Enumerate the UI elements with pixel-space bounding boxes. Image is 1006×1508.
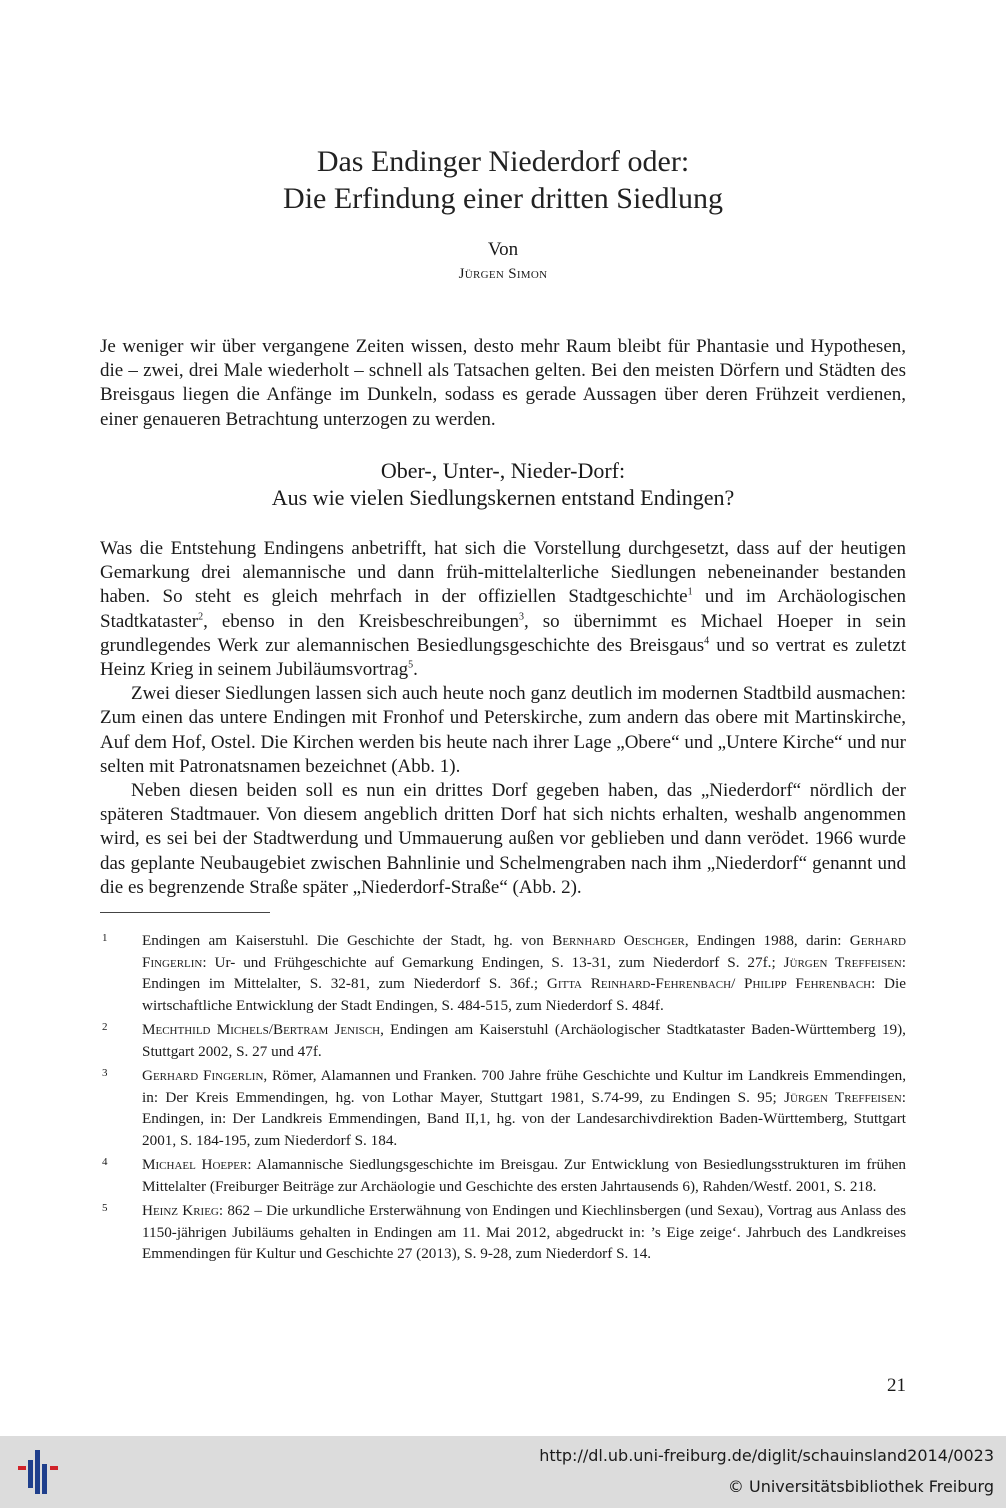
text-segment: , Endingen am Kaiserstuhl (Archäologischer Stadtkataster Baden-Württemberg 19), Stuttgart 2002, S. 27 und 47f. (142, 1021, 906, 1060)
author-ref: Jürgen Treffeisen (784, 1088, 902, 1106)
page-number: 21 (887, 1375, 906, 1396)
text-segment: : Endingen, in: Der Landkreis Emmendingen, Band II,1, hg. von der Landesarchivdirektion Baden-Württemberg, Stuttgart 2001, S. 184-195, zum Niederdorf S. 184. (142, 1088, 906, 1149)
text-segment: , so übernimmt es Michael Hoeper in sein grundlegendes Werk zur alemannischen Besiedlungsgeschichte des Breisgaus (100, 610, 906, 656)
text-segment: , Römer, Alamannen und Franken. 700 Jahre frühe Geschichte und Kultur im Landkreis Emmendingen, in: Der Kreis Emmendingen, hg. von Lothar Mayer, Stuttgart 1981, S.74-99, zu Endingen S. 95; (142, 1067, 907, 1106)
text-segment: , Endingen 1988, darin: (684, 932, 850, 949)
footnote-ref-4[interactable]: 4 (704, 635, 710, 647)
footnote-divider (100, 912, 270, 913)
footnote-number: 4 (102, 1156, 108, 1168)
footnote-ref-1[interactable]: 1 (687, 587, 693, 599)
text-segment: : Endingen im Mittelalter, S. 32-81, zum Niederdorf S. 36f.; (142, 953, 906, 992)
footnote-4 (100, 1154, 906, 1197)
author-ref: Gitta Reinhard-Fehrenbach/ Philipp Fehrenbach (546, 975, 872, 992)
text-segment: : 862 – Die urkundliche Ersterwähnung von Endingen und Kiechlinsbergen (und Sexau), Vortrag aus Anlass des 1150-jährigen Jubiläums gehalten in Endingen am 11. Mai 2012, abgedruckt in: ’s Eige zeige‘. Jahrbuch des Landkreises Emmendingen für Kultur und Geschichte 27 (2013), S. 9-28, zum Niederdorf S. 14. (142, 1202, 906, 1262)
text-segment: und im Archäologischen Stadtkataster (100, 586, 906, 632)
text-segment: Was die Entstehung Endingens anbetrifft, hat sich die Vorstellung durchgesetzt, dass auf der heutigen Gemarkung drei alemannische und dann früh-mittelalterliche Siedlungen nebeneinander bestanden haben. So steht es gleich mehrfach in der offiziellen Stadtgeschichte (100, 538, 906, 608)
text-segment: : Ur- und Frühgeschichte auf Gemarkung Endingen, S. 13-31, zum Niederdorf S. 27f.; (202, 953, 784, 971)
footnotes (100, 930, 906, 1268)
copyright-notice: © Universitätsbibliothek Freiburg (727, 1477, 994, 1496)
footnote-number: 5 (102, 1202, 108, 1214)
footnote-number: 2 (102, 1021, 108, 1033)
text-segment: : Die wirtschaftliche Entwicklung der Stadt Endingen, S. 484-515, zum Niederdorf S. 484f. (142, 975, 906, 1014)
body-paragraph-2: Zwei dieser Siedlungen lassen sich auch heute noch ganz deutlich im modernen Stadtbild ausmachen: Zum einen das untere Endingen mit Fronhof und Peterskirche, zum andern das obere mit Martinskirche, Auf dem Hof, Ostel. Die Kirchen werden bis heute nach ihrer Lage „Obere“ und „Untere Kirche“ und nur selten mit Patronatsnamen bezeichnet (Abb. 1). (100, 683, 906, 777)
text-segment: und so vertrat es zuletzt Heinz Krieg in seinem Jubiläumsvortrag (100, 634, 906, 681)
footnote-number: 1 (102, 932, 108, 944)
text-segment: Endingen am Kaiserstuhl. Die Geschichte der Stadt, hg. von (142, 932, 553, 949)
article-title (100, 143, 906, 217)
body-paragraph-1 (100, 537, 906, 682)
section-heading-line-1: Ober-, Unter-, Nieder-Dorf: (380, 458, 626, 483)
author-ref: Bernhard Oeschger (552, 932, 685, 949)
author-ref: Mechthild Michels/Bertram Jenisch (142, 1021, 381, 1038)
footnote-number: 3 (102, 1067, 108, 1079)
author-ref: Michael Hoeper (142, 1156, 248, 1173)
footnote-ref-2[interactable]: 2 (198, 611, 204, 623)
text-segment: . (413, 659, 418, 681)
title-line-2: Die Erfindung einer dritten Siedlung (283, 182, 723, 215)
ub-freiburg-logo-icon[interactable] (12, 1446, 64, 1498)
footer-bar (0, 1436, 1006, 1508)
author-ref: Gerhard Fingerlin (142, 1067, 264, 1084)
footnote-2 (100, 1019, 906, 1062)
body-text (100, 537, 906, 900)
source-url-link[interactable]: http://dl.ub.uni-freiburg.de/diglit/schauinsland2014/0023 (539, 1446, 994, 1465)
footnote-ref-3[interactable]: 3 (519, 611, 525, 623)
author-ref: Heinz Krieg (142, 1202, 219, 1219)
author-ref: Gerhard Fingerlin (142, 932, 906, 971)
body-paragraph-3: Neben diesen beiden soll es nun ein drittes Dorf gegeben haben, das „Niederdorf“ nördlich der späteren Stadtmauer. Von diesem angeblich dritten Dorf hat sich nichts erhalten, weshalb angenommen wird, es sei bei der Stadtwerdung und Ummauerung außen vor geblieben und dann verödet. 1966 wurde das geplante Neubaugebiet zwischen Bahnlinie und Schelmengraben nach ihm „Niederdorf“ genannt und die es begrenzende Straße später „Niederdorf-Straße“ (Abb. 2). (100, 780, 906, 898)
section-heading-line-2: Aus wie vielen Siedlungskernen entstand Endingen? (271, 485, 735, 510)
byline: Von (487, 239, 519, 260)
footnote-3 (100, 1065, 906, 1151)
author-ref: Jürgen Treffeisen (783, 953, 902, 971)
footnote-1 (100, 930, 906, 1016)
section-heading (100, 457, 906, 511)
author-name: Jürgen Simon (458, 266, 548, 282)
text-segment: , ebenso in den Kreisbeschreibungen (203, 610, 520, 632)
footnote-ref-5[interactable]: 5 (408, 659, 414, 671)
intro-paragraph: Je weniger wir über vergangene Zeiten wissen, desto mehr Raum bleibt für Phantasie und Hypothesen, die – zwei, drei Male wiederholt – schnell als Tatsachen gelten. Bei den meisten Dörfern und Städten des Breisgaus liegen die Anfänge im Dunkeln, sodass es gerade Aussagen über deren Frühzeit verdienen, einer genaueren Betrachtung unterzogen zu werden. (100, 336, 906, 430)
footnote-5 (100, 1200, 906, 1265)
text-segment: : Alamannische Siedlungsgeschichte im Breisgau. Zur Entwicklung von Besiedlungsstrukturen im frühen Mittelalter (Freiburger Beiträge zur Archäologie und Geschichte des ersten Jahrtausends 6), Rahden/Westf. 2001, S. 218. (142, 1156, 907, 1195)
title-line-1: Das Endinger Niederdorf oder: (316, 145, 690, 178)
